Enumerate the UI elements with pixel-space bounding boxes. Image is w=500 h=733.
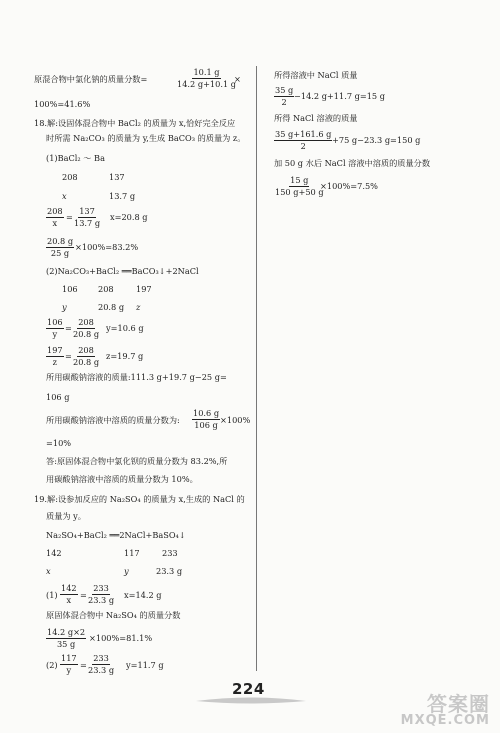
fraction: 233 23.3 g	[88, 653, 115, 675]
text-line: 时所需 Na₂CO₃ 的质量为 y,生成 BaCO₃ 的质量为 z。	[46, 133, 246, 143]
text-line: ×100%	[220, 415, 251, 425]
fraction: 233 23.3 g	[88, 583, 115, 605]
ratio-value: 208	[62, 172, 78, 182]
answer-line: 用碳酸钠溶液中溶质的质量分数为 10%。	[46, 474, 198, 484]
text-line: 所用碳酸钠溶液的质量:111.3 g+19.7 g−25 g=	[46, 372, 227, 382]
ratio-value: 106	[62, 284, 78, 294]
fraction: 142 x	[61, 583, 77, 605]
fraction: 35 g 2	[275, 85, 294, 107]
result: ×100%=83.2%	[75, 242, 139, 252]
fraction: 14.2 g×2 35 g	[47, 627, 86, 649]
answer-line: 答:原固体混合物中氯化钡的质量分数为 83.2%,所	[46, 456, 228, 466]
page-number: 224	[232, 680, 265, 698]
fraction: 106 y	[47, 317, 63, 339]
ratio-value: 13.7 g	[109, 191, 136, 201]
fraction: 137 13.7 g	[74, 206, 101, 228]
fraction: 117 y	[61, 653, 77, 675]
result: x=14.2 g	[124, 590, 162, 600]
ratio-value: 208	[98, 284, 114, 294]
ratio-value: y	[124, 566, 129, 576]
text-line: 加 50 g 水后 NaCl 溶液中溶质的质量分数	[274, 158, 431, 168]
ratio-value: 142	[46, 548, 62, 558]
text-line: =10%	[46, 438, 72, 448]
text-line: 原混合物中氯化钠的质量分数=	[34, 74, 148, 84]
ratio-value: 233	[162, 548, 178, 558]
fraction: 35 g+161.6 g 2	[275, 129, 332, 151]
fraction: 208 20.8 g	[73, 317, 100, 339]
column-divider	[256, 66, 257, 671]
equation: (1)BaCl₂ ～ Ba	[46, 153, 105, 163]
text-line: 所得溶液中 NaCl 质量	[274, 70, 358, 80]
text-line: 所得 NaCl 溶液的质量	[274, 113, 358, 123]
fraction: 20.8 g 25 g	[47, 236, 74, 258]
text-line: 原固体混合物中 Na₂SO₄ 的质量分数	[46, 610, 181, 620]
text-line: ×	[234, 74, 241, 84]
result: +75 g−23.3 g=150 g	[332, 135, 421, 145]
watermark-logo: 答案圈 MXQE.COM	[400, 692, 490, 728]
result: y=10.6 g	[106, 323, 144, 333]
text-line: 所用碳酸钠溶液中溶质的质量分数为:	[46, 415, 180, 425]
ratio-value: 23.3 g	[156, 566, 183, 576]
ratio-value: x	[62, 191, 67, 201]
text-line: 106 g	[46, 392, 70, 402]
result: ×100%=81.1%	[89, 633, 153, 643]
result: −14.2 g+11.7 g=15 g	[294, 91, 385, 101]
ratio-value: x	[46, 566, 51, 576]
page-number-swoosh	[196, 696, 306, 706]
text-line: 100%=41.6%	[34, 99, 91, 109]
result: z=19.7 g	[106, 351, 144, 361]
question-19-intro: 19.解:设参加反应的 Na₂SO₄ 的质量为 x,生成的 NaCl 的	[34, 494, 245, 504]
result: y=11.7 g	[126, 660, 164, 670]
equation: (2)Na₂CO₃+BaCl₂ ══BaCO₃↓+2NaCl	[46, 266, 199, 276]
fraction: 208 20.8 g	[73, 345, 100, 367]
fraction: 10.1 g 14.2 g+10.1 g	[177, 67, 237, 89]
equation: Na₂SO₄+BaCl₂ ══2NaCl+BaSO₄↓	[46, 530, 186, 540]
fraction: 15 g 150 g+50 g	[275, 175, 324, 197]
question-18-intro: 18.解:设固体混合物中 BaCl₂ 的质量为 x,恰好完全反应	[34, 118, 236, 128]
ratio-value: y	[62, 302, 67, 312]
result: x=20.8 g	[110, 212, 148, 222]
fraction: 208 x	[47, 206, 63, 228]
text-line: 质量为 y。	[46, 511, 86, 521]
ratio-value: 137	[109, 172, 125, 182]
ratio-value: 197	[136, 284, 152, 294]
fraction: 197 z	[47, 345, 63, 367]
ratio-value: 117	[124, 548, 140, 558]
ratio-value: z	[136, 302, 141, 312]
result: ×100%=7.5%	[320, 181, 378, 191]
ratio-value: 20.8 g	[98, 302, 125, 312]
fraction: 10.6 g 106 g	[193, 408, 220, 430]
